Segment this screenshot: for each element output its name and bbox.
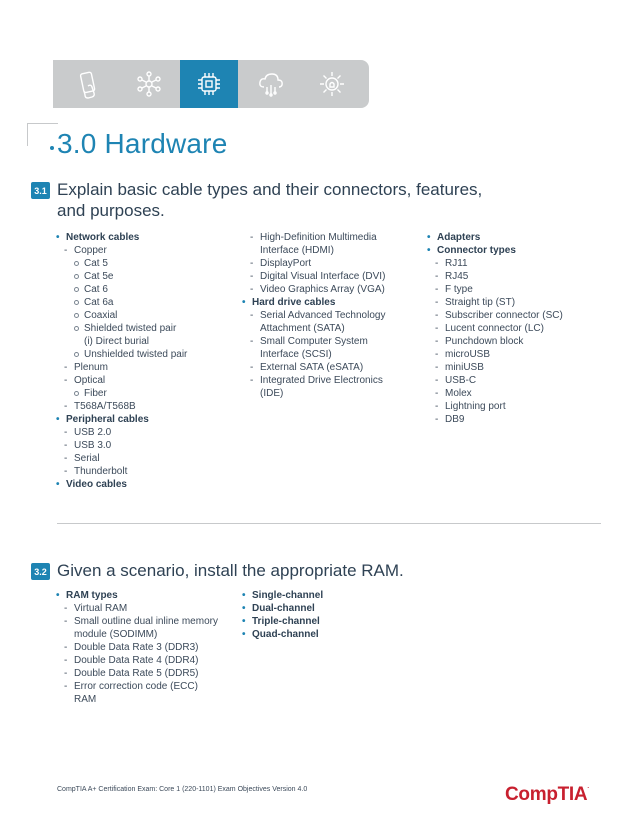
list-item: • Adapters (426, 231, 563, 244)
list-item: - Lightning port (426, 400, 563, 413)
list-item: - Error correction code (ECC) (55, 680, 218, 693)
list-item: Cat 6 (55, 283, 187, 296)
list-column (241, 589, 323, 641)
title-bracket (27, 123, 58, 146)
list-item: • Dual-channel (241, 602, 323, 615)
list-item: - Molex (426, 387, 563, 400)
list-item: - Small Computer System (241, 335, 385, 348)
list-item: - F type (426, 283, 563, 296)
list-item: • Quad-channel (241, 628, 323, 641)
objective-title-line: and purposes. (57, 201, 165, 220)
list-item: • Video cables (55, 478, 187, 491)
list-item: - Optical (55, 374, 187, 387)
section-divider (57, 523, 601, 524)
list-column (55, 589, 218, 706)
list-item: - Double Data Rate 3 (DDR3) (55, 641, 218, 654)
list-item: - Serial Advanced Technology (241, 309, 385, 322)
gear-icon (303, 60, 361, 108)
list-item: - High-Definition Multimedia (241, 231, 385, 244)
list-column (241, 231, 385, 400)
list-item: - Subscriber connector (SC) (426, 309, 563, 322)
list-item: (i) Direct burial (84, 336, 150, 347)
list-item: Fiber (55, 387, 187, 400)
list-item: • Hard drive cables (241, 296, 385, 309)
list-item: • RAM types (55, 589, 218, 602)
list-item: • Network cables (55, 231, 187, 244)
list-item: - Plenum (55, 361, 187, 374)
list-item: - Integrated Drive Electronics (241, 374, 385, 387)
list-item: - microUSB (426, 348, 563, 361)
list-item: - Digital Visual Interface (DVI) (241, 270, 385, 283)
objective-title-line: Explain basic cable types and their connectors, features, (57, 180, 483, 199)
list-item: - Virtual RAM (55, 602, 218, 615)
list-item: Interface (HDMI) (260, 245, 334, 256)
list-item: RAM (74, 694, 97, 705)
list-item: Attachment (SATA) (260, 323, 345, 334)
chip-icon (180, 60, 238, 108)
list-item: - Straight tip (ST) (426, 296, 563, 309)
list-item: Cat 5e (55, 270, 187, 283)
objective-title (57, 179, 482, 221)
list-column (426, 231, 563, 426)
page-title: 3.0 Hardware (57, 128, 228, 159)
list-item: - Copper (55, 244, 187, 257)
list-item: - Video Graphics Array (VGA) (241, 283, 385, 296)
list-item: - miniUSB (426, 361, 563, 374)
list-item: - USB 3.0 (55, 439, 187, 452)
logo-mark: . (587, 784, 589, 790)
list-item: • Single-channel (241, 589, 323, 602)
list-item: - RJ45 (426, 270, 563, 283)
list-item: - DisplayPort (241, 257, 385, 270)
list-item: - USB-C (426, 374, 563, 387)
list-item: - External SATA (eSATA) (241, 361, 385, 374)
phone-touch-icon (60, 60, 118, 108)
list-item: Shielded twisted pair (55, 322, 187, 335)
cloud-icon (242, 60, 300, 108)
list-item: module (SODIMM) (74, 629, 158, 640)
list-item: - Punchdown block (426, 335, 563, 348)
list-item: Cat 6a (55, 296, 187, 309)
list-item: - DB9 (426, 413, 563, 426)
list-item: - Serial (55, 452, 187, 465)
title-dot (50, 146, 54, 150)
list-item: - RJ11 (426, 257, 563, 270)
list-item: - Lucent connector (LC) (426, 322, 563, 335)
objective-badge: 3.2 (31, 563, 50, 580)
objective-title: Given a scenario, install the appropriate RAM. (57, 561, 404, 580)
footer-text: CompTIA A+ Certification Exam: Core 1 (220-1101) Exam Objectives Version 4.0 (57, 786, 308, 793)
list-item: - Double Data Rate 4 (DDR4) (55, 654, 218, 667)
comptia-logo (505, 784, 589, 806)
objective-badge: 3.1 (31, 182, 50, 199)
list-item: Unshielded twisted pair (55, 348, 187, 361)
network-icon (120, 60, 178, 108)
list-item: (IDE) (260, 388, 284, 399)
list-item: Interface (SCSI) (260, 349, 332, 360)
list-item: Cat 5 (55, 257, 187, 270)
list-item: • Connector types (426, 244, 563, 257)
list-column (55, 231, 187, 491)
list-item: - USB 2.0 (55, 426, 187, 439)
list-item: - Small outline dual inline memory (55, 615, 218, 628)
list-item: Coaxial (55, 309, 187, 322)
list-item: - Double Data Rate 5 (DDR5) (55, 667, 218, 680)
list-item: - T568A/T568B (55, 400, 187, 413)
logo-text: CompTIA (505, 784, 588, 805)
list-item: - Thunderbolt (55, 465, 187, 478)
list-item: • Triple-channel (241, 615, 323, 628)
list-item: • Peripheral cables (55, 413, 187, 426)
